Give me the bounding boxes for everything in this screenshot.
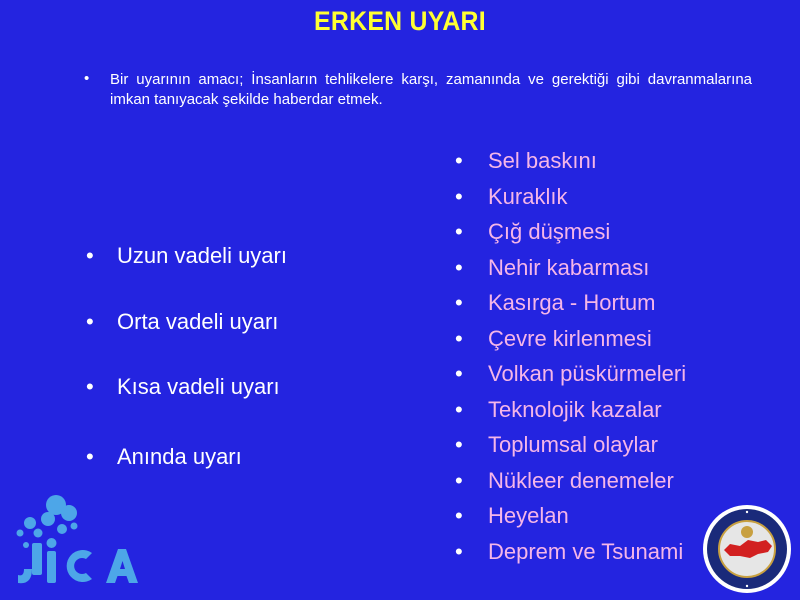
intro-paragraph bbox=[84, 70, 752, 110]
bullet-icon: • bbox=[455, 219, 463, 244]
bullet-icon: • bbox=[455, 290, 463, 315]
warning-type-label: Kısa vadeli uyarı bbox=[117, 374, 280, 399]
bullet-icon: • bbox=[455, 503, 463, 528]
list-item bbox=[455, 217, 785, 253]
list-item bbox=[455, 146, 785, 182]
list-item bbox=[455, 466, 785, 502]
jica-logo bbox=[14, 493, 138, 593]
list-item bbox=[86, 310, 278, 334]
warning-type-label: Orta vadeli uyarı bbox=[117, 309, 279, 334]
hazard-label: Sel baskını bbox=[488, 148, 597, 173]
list-item bbox=[455, 253, 785, 289]
list-item bbox=[455, 430, 785, 466]
list-item bbox=[455, 288, 785, 324]
hazard-label: Heyelan bbox=[488, 503, 569, 528]
slide-title: ERKEN UYARI bbox=[314, 6, 486, 36]
ministry-seal bbox=[702, 504, 792, 594]
hazard-label: Nehir kabarması bbox=[488, 254, 650, 280]
list-item bbox=[455, 324, 785, 360]
hazard-label: Çığ düşmesi bbox=[488, 219, 611, 244]
intro-text: Bir uyarının amacı; İnsanların tehlikelere karşı, zamanında ve gerektiği gibi davranmalarına imkan tanıyacak şekilde haberdar etmek. bbox=[110, 71, 752, 108]
bullet-icon: • bbox=[86, 374, 94, 399]
bullet-icon: • bbox=[455, 325, 463, 351]
hazard-label: Kasırga - Hortum bbox=[488, 290, 656, 315]
bullet-icon: • bbox=[455, 538, 463, 564]
bullet-icon: • bbox=[455, 396, 463, 422]
hazard-label: Nükleer denemeler bbox=[488, 467, 674, 493]
bullet-icon: • bbox=[86, 309, 94, 334]
hazard-label: Teknolojik kazalar bbox=[488, 396, 662, 422]
hazard-label: Toplumsal olaylar bbox=[488, 432, 658, 457]
hazard-label: Deprem ve Tsunami bbox=[488, 538, 684, 564]
bullet-icon: • bbox=[455, 183, 463, 209]
list-item bbox=[455, 182, 785, 218]
list-item bbox=[86, 375, 280, 399]
bullet-icon: • bbox=[86, 444, 94, 469]
hazard-label: Kuraklık bbox=[488, 183, 568, 209]
bullet-icon: • bbox=[455, 467, 463, 493]
hazard-label: Volkan püskürmeleri bbox=[488, 361, 687, 386]
list-item bbox=[86, 244, 287, 268]
hazard-label: Çevre kirlenmesi bbox=[488, 325, 652, 351]
list-item bbox=[455, 395, 785, 431]
bullet-icon: • bbox=[455, 148, 463, 173]
bullet-icon: • bbox=[455, 361, 463, 386]
warning-type-label: Anında uyarı bbox=[117, 444, 242, 469]
list-item bbox=[455, 359, 785, 395]
bullet-icon: • bbox=[86, 243, 94, 268]
bullet-icon: • bbox=[455, 254, 463, 280]
bullet-icon: • bbox=[455, 432, 463, 457]
jica-logo-icon bbox=[14, 493, 138, 593]
ministry-seal-icon bbox=[702, 504, 792, 594]
list-item bbox=[86, 445, 242, 469]
bullet-icon: • bbox=[84, 70, 90, 87]
warning-type-label: Uzun vadeli uyarı bbox=[117, 243, 287, 268]
